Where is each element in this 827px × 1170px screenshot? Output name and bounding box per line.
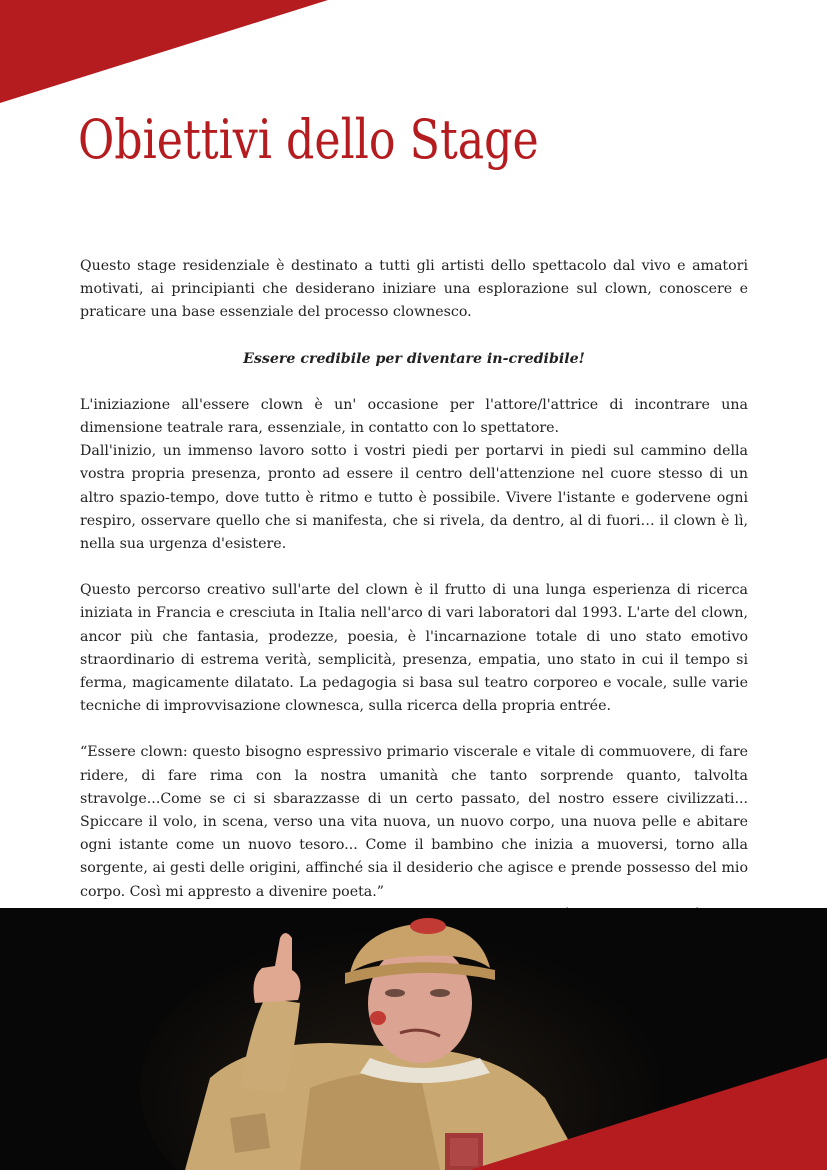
quote-paragraph: “Essere clown: questo bisogno espressivo primario viscerale e vitale di commuovere, di fare ridere, di fare rima con la nostra umanità che tanto sorprende quanto, talvolta stravolge...Come se ci si sbarazzasse di un certo passato, del nostro essere civilizzati... Spiccare il volo, in scena, verso una vita nuova, un nuovo corpo, una nuova pelle e abitare ogni istante come un nuovo tesoro... Come il bambino che inizia a muoversi, torno alla sorgente, ai gesti delle origini, affinché sia il desiderio che agisce e prende possesso del mio corpo. Così mi appresto a divenire poeta.” — [80, 744, 748, 900]
intro-paragraph: Questo stage residenziale è destinato a tutti gli artisti dello spettacolo dal vivo e amatori motivati, ai principianti che desiderano iniziare una esplorazione sul clown, conoscere e praticare una base essenziale del processo clownesco. — [80, 258, 748, 321]
presence-paragraph: Dall'inizio, un immenso lavoro sotto i vostri piedi per portarvi in piedi sul cammino della vostra propria presenza, pronto ad essere il centro dell'attenzione nel cuore stesso di un altro spazio-tempo, dove tutto è ritmo e tutto è possibile. Vivere l'istante e godervene ogni respiro, osservare quello che si manifesta, che si rivela, da dentro, al di fuori… il clown è lì, nella sua urgenza d'esistere. — [80, 443, 748, 553]
initiation-paragraph: L'iniziazione all'essere clown è un' occasione per l'attore/l'attrice di incontrare una dimensione teatrale rara, essenziale, in contatto con lo spettatore. — [80, 396, 748, 437]
history-paragraph: Questo percorso creativo sull'arte del clown è il frutto di una lunga esperienza di ricerca iniziata in Francia e cresciuta in Italia nell'arco di vari laboratori dal 1993. L'arte del clown, ancor più che fantasia, prodezze, poesia, è l'incarnazione totale di uno stato emotivo straordinario di estrema verità, semplicità, presenza, empatia, uno stato in cui il tempo si ferma, magicamente dilatato. La pedagogia si basa sul teatro corporeo e vocale, sulle varie tecniche di improvvisazione clownesca, sulla ricerca della propria entrée. — [80, 582, 748, 715]
motto: Essere credibile per diventare in-credibile! — [243, 350, 585, 367]
clown-photo — [0, 908, 827, 1170]
body-text — [80, 255, 748, 927]
page-title: Obiettivi dello Stage — [78, 108, 539, 171]
red-corner-decoration — [0, 0, 827, 120]
